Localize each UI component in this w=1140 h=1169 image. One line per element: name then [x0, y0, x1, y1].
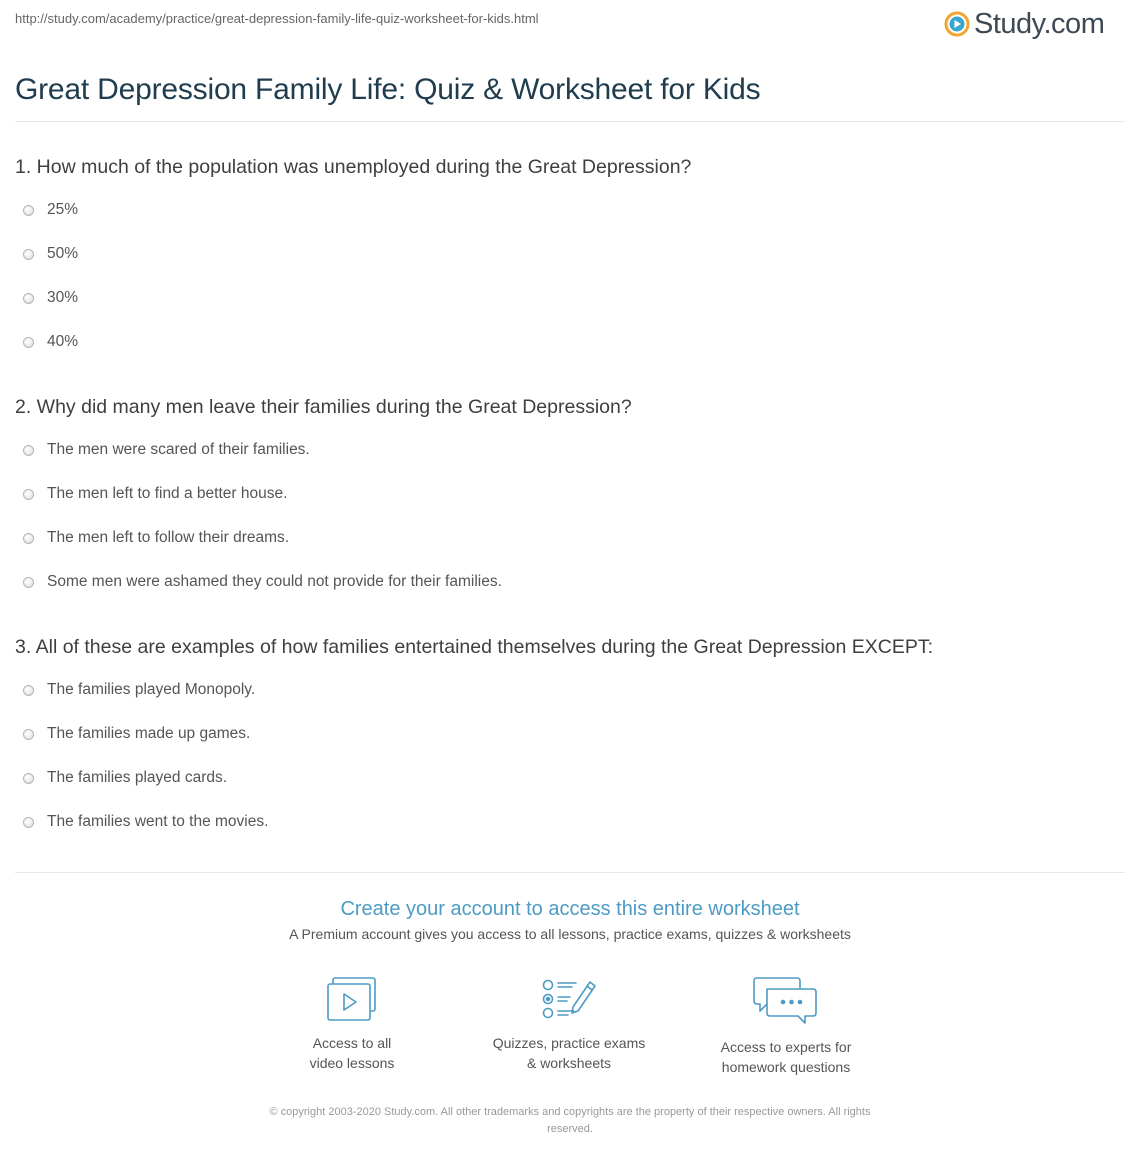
option-label: The men left to follow their dreams.: [47, 529, 290, 546]
create-account-link[interactable]: Create your account to access this entire worksheet: [340, 898, 800, 920]
question-1-option-4[interactable]: [23, 332, 78, 352]
question-3-option-1[interactable]: [23, 680, 255, 700]
study-logo[interactable]: [944, 6, 1104, 42]
question-3-option-2[interactable]: [23, 724, 250, 744]
radio-button[interactable]: [23, 205, 34, 216]
option-label: The families made up games.: [47, 725, 251, 742]
page-title: Great Depression Family Life: Quiz & Worksheet for Kids: [15, 73, 761, 106]
question-1-option-2[interactable]: [23, 244, 78, 264]
play-logo-icon: [944, 11, 970, 37]
feature-experts: [686, 975, 886, 1077]
radio-button[interactable]: [23, 577, 34, 588]
header-divider: [15, 121, 1125, 122]
feature-label-line2: & worksheets: [526, 1055, 612, 1071]
question-3-option-4[interactable]: [23, 812, 268, 832]
question-1-option-1[interactable]: [23, 200, 78, 220]
radio-button[interactable]: [23, 817, 34, 828]
question-2-option-3[interactable]: [23, 528, 289, 548]
radio-button[interactable]: [23, 445, 34, 456]
video-lessons-icon: [325, 975, 379, 1023]
page-url: http://study.com/academy/practice/great-depression-family-life-quiz-worksheet-for-kids.html: [15, 11, 539, 26]
section-divider: [15, 872, 1125, 873]
question-1: 1. How much of the population was unemployed during the Great Depression?: [15, 156, 692, 178]
copyright-line2: reserved.: [547, 1123, 593, 1135]
radio-button[interactable]: [23, 337, 34, 348]
radio-button[interactable]: [23, 249, 34, 260]
feature-label-line1: Access to experts for: [720, 1039, 852, 1055]
option-label: The men were scared of their families.: [47, 441, 310, 458]
radio-button[interactable]: [23, 293, 34, 304]
radio-button[interactable]: [23, 729, 34, 740]
radio-button[interactable]: [23, 489, 34, 500]
chat-experts-icon: [753, 975, 819, 1027]
radio-button[interactable]: [23, 773, 34, 784]
question-3-option-3[interactable]: [23, 768, 227, 788]
question-2-option-2[interactable]: [23, 484, 287, 504]
radio-button[interactable]: [23, 685, 34, 696]
feature-label-line2: video lessons: [309, 1055, 395, 1071]
option-label: 30%: [47, 289, 79, 306]
feature-quizzes: [469, 975, 669, 1073]
option-label: The families played cards.: [47, 769, 228, 786]
feature-label-line2: homework questions: [721, 1059, 851, 1075]
feature-label-line1: Access to all: [312, 1035, 392, 1051]
question-2-option-1[interactable]: [23, 440, 310, 460]
option-label: 40%: [47, 333, 79, 350]
radio-button[interactable]: [23, 533, 34, 544]
logo-text: Study.com: [974, 8, 1105, 40]
option-label: The men left to find a better house.: [47, 485, 288, 502]
question-2-option-4[interactable]: [23, 572, 502, 592]
option-label: 50%: [47, 245, 79, 262]
question-3: 3. All of these are examples of how families entertained themselves during the Great Depression EXCEPT:: [15, 636, 934, 658]
feature-label-line1: Quizzes, practice exams: [492, 1035, 646, 1051]
premium-description: A Premium account gives you access to all lessons, practice exams, quizzes & worksheets: [289, 926, 851, 942]
option-label: The families went to the movies.: [47, 813, 269, 830]
option-label: The families played Monopoly.: [47, 681, 256, 698]
option-label: Some men were ashamed they could not provide for their families.: [47, 573, 502, 590]
question-1-option-3[interactable]: [23, 288, 78, 308]
quiz-list-icon: [540, 975, 598, 1023]
question-2: 2. Why did many men leave their families during the Great Depression?: [15, 396, 632, 418]
option-label: 25%: [47, 201, 79, 218]
copyright-footer: [210, 1104, 930, 1138]
copyright-line1: © copyright 2003-2020 Study.com. All other trademarks and copyrights are the property of their respective owners. All rights: [269, 1106, 871, 1118]
feature-video-lessons: [252, 975, 452, 1073]
